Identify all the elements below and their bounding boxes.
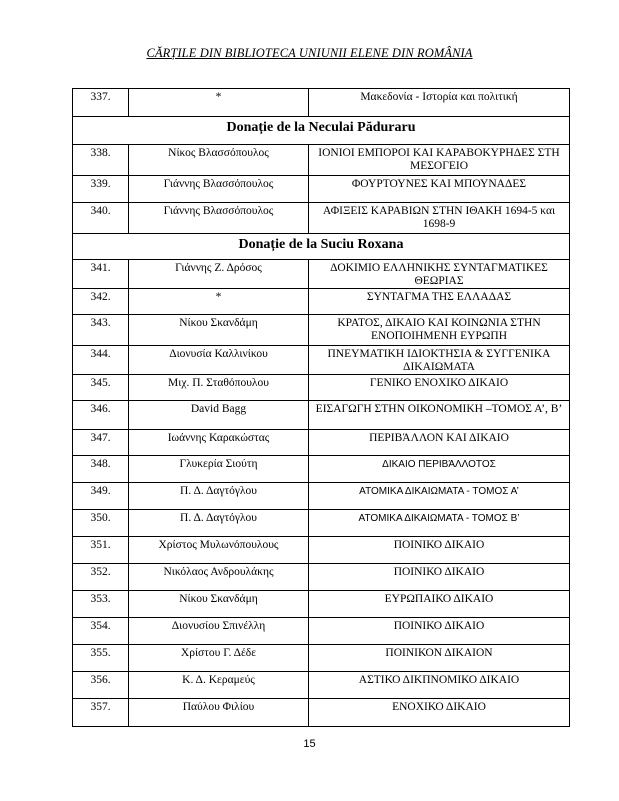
- row-title: ΔΟΚΙΜΙΟ ΕΛΛΗΝΙΚΗΣ ΣΥΝΤΑΓΜΑΤΙΚΕΣ ΘΕΩΡΙΑΣ: [309, 260, 570, 289]
- row-author: Γιάννης Βλασσόπουλος: [129, 203, 309, 234]
- table-row: [73, 699, 570, 727]
- row-author: Παύλου Φιλίου: [129, 699, 309, 727]
- row-number: 353.: [73, 591, 129, 618]
- row-number: 352.: [73, 564, 129, 591]
- table-row: [73, 591, 570, 618]
- row-number: 354.: [73, 618, 129, 645]
- row-title: Μακεδονία - Ιστορία και πολιτική: [309, 89, 570, 117]
- table-row: [73, 483, 570, 510]
- row-author: Κ. Δ. Κεραμεύς: [129, 672, 309, 699]
- row-title: ΣΥΝΤΑΓΜΑ ΤΗΣ ΕΛΛΑΔΑΣ: [309, 289, 570, 315]
- row-title: ΙΟΝΙΟΙ ΕΜΠΟΡΟΙ ΚΑΙ ΚΑΡΑΒΟΚΥΡΗΔΕΣ ΣΤΗ ΜΕΣΟΓΕΙΟ: [309, 145, 570, 176]
- table-row: [73, 346, 570, 375]
- books-table: [72, 88, 570, 727]
- row-author: Χρίστος Μυλωνόπουλους: [129, 537, 309, 564]
- row-number: 345.: [73, 375, 129, 401]
- row-author: *: [129, 89, 309, 117]
- row-number: 341.: [73, 260, 129, 289]
- table-row: [73, 375, 570, 401]
- table-row: [73, 176, 570, 203]
- row-title: ΑΤΟΜΙΚΑ ΔΙΚΑΙΩΜΑΤΑ - ΤΟΜΟΣ Α’: [309, 483, 570, 510]
- page-number: 15: [303, 738, 316, 750]
- row-number: 340.: [73, 203, 129, 234]
- row-author: Νικόλαος Ανδρουλάκης: [129, 564, 309, 591]
- table-row: [73, 203, 570, 234]
- row-author: Νίκος Βλασσόπουλος: [129, 145, 309, 176]
- row-title: ΕΥΡΩΠΑΙΚΟ ΔΙΚΑΙΟ: [309, 591, 570, 618]
- row-title: ΚΡΑΤΟΣ, ΔΙΚΑΙΟ ΚΑΙ ΚΟΙΝΩΝΙΑ ΣΤΗΝ ΕΝΟΠΟΙΗΜΕΝΗ ΕΥΡΩΠΗ: [309, 315, 570, 346]
- row-title: ΠΝΕΥΜΑΤΙΚΗ ΙΔΙΟΚΤΗΣΙΑ & ΣΥΓΓΕΝΙΚΑ ΔΙΚΑΙΩΜΑΤΑ: [309, 346, 570, 375]
- row-author: Διονυσία Καλλινίκου: [129, 346, 309, 375]
- row-title: ΠΕΡΙΒΆΛΛΟΝ ΚΑΙ ΔΙΚΑΙΟ: [309, 430, 570, 456]
- row-number: 357.: [73, 699, 129, 727]
- table-row: [73, 260, 570, 289]
- page-header: CĂRȚILE DIN BIBLIOTECA UNIUNII ELENE DIN ROMÂNIA: [146, 46, 473, 60]
- row-author: Γιάννης Βλασσόπουλος: [129, 176, 309, 203]
- row-title: ΔΙΚΑΙΟ ΠΕΡΙΒΆΛΛΟΤΟΣ: [309, 456, 570, 483]
- row-author: Γλυκερία Σιούτη: [129, 456, 309, 483]
- row-author: Π. Δ. Δαγτόγλου: [129, 483, 309, 510]
- table-row: [73, 645, 570, 672]
- row-author: *: [129, 289, 309, 315]
- row-title: ΠΟΙΝΙΚΟΝ ΔΙΚΑΙΟΝ: [309, 645, 570, 672]
- row-number: 337.: [73, 89, 129, 117]
- row-title: ΠΟΙΝΙΚΟ ΔΙΚΑΙΟ: [309, 618, 570, 645]
- row-author: Διονυσίου Σπινέλλη: [129, 618, 309, 645]
- row-title: ΠΟΙΝΙΚΟ ΔΙΚΑΙΟ: [309, 564, 570, 591]
- table-row: [73, 315, 570, 346]
- table-row: [73, 672, 570, 699]
- row-author: Ιωάννης Καρακώστας: [129, 430, 309, 456]
- table-row: [73, 145, 570, 176]
- row-title: ΑΣΤΙΚΟ ΔΙΚΠΝΟΜΙΚΟ ΔΙΚΑΙΟ: [309, 672, 570, 699]
- row-number: 350.: [73, 510, 129, 537]
- row-number: 355.: [73, 645, 129, 672]
- row-title: ΠΟΙΝΙΚΟ ΔΙΚΑΙΟ: [309, 537, 570, 564]
- row-title: ΓΕΝΙΚΟ ΕΝΟΧΙΚΟ ΔΙΚΑΙΟ: [309, 375, 570, 401]
- row-number: 339.: [73, 176, 129, 203]
- row-number: 349.: [73, 483, 129, 510]
- table-row: [73, 537, 570, 564]
- table-row: [73, 89, 570, 117]
- row-author: Χρίστου Γ. Δέδε: [129, 645, 309, 672]
- row-number: 346.: [73, 401, 129, 430]
- section-row: [73, 117, 570, 145]
- table-row: [73, 289, 570, 315]
- row-number: 347.: [73, 430, 129, 456]
- row-number: 343.: [73, 315, 129, 346]
- row-title: ΦΟΥΡΤΟΥΝΕΣ ΚΑΙ ΜΠΟΥΝΑΔΕΣ: [309, 176, 570, 203]
- section-heading: Donație de la Neculai Păduraru: [73, 117, 570, 145]
- row-author: Νίκου Σκανδάμη: [129, 315, 309, 346]
- row-number: 338.: [73, 145, 129, 176]
- row-author: Μιχ. Π. Σταθόπουλου: [129, 375, 309, 401]
- table-row: [73, 564, 570, 591]
- row-title: ΑΦΙΞΕΙΣ ΚΑΡΑΒΙΩΝ ΣΤΗΝ ΙΘΑΚΗ 1694-5 και 1698-9: [309, 203, 570, 234]
- table-row: [73, 401, 570, 430]
- row-number: 351.: [73, 537, 129, 564]
- table-row: [73, 430, 570, 456]
- row-number: 342.: [73, 289, 129, 315]
- row-title: ΕΙΣΑΓΩΓΗ ΣΤΗΝ ΟΙΚΟΝΟΜΙΚΗ –ΤΟΜΟΣ Α’, Β’: [309, 401, 570, 430]
- table-row: [73, 510, 570, 537]
- row-number: 356.: [73, 672, 129, 699]
- row-author: Π. Δ. Δαγτόγλου: [129, 510, 309, 537]
- row-number: 344.: [73, 346, 129, 375]
- row-author: Νίκου Σκανδάμη: [129, 591, 309, 618]
- row-title: ΕΝΟΧΙΚΟ ΔΙΚΑΙΟ: [309, 699, 570, 727]
- table-row: [73, 456, 570, 483]
- row-title: ΑΤΟΜΙΚΑ ΔΙΚΑΙΩΜΑΤΑ - ΤΟΜΟΣ Β’: [309, 510, 570, 537]
- row-author: Γιάννης Ζ. Δρόσος: [129, 260, 309, 289]
- row-author: David Bagg: [129, 401, 309, 430]
- section-heading: Donație de la Suciu Roxana: [73, 234, 570, 260]
- table-row: [73, 618, 570, 645]
- row-number: 348.: [73, 456, 129, 483]
- section-row: [73, 234, 570, 260]
